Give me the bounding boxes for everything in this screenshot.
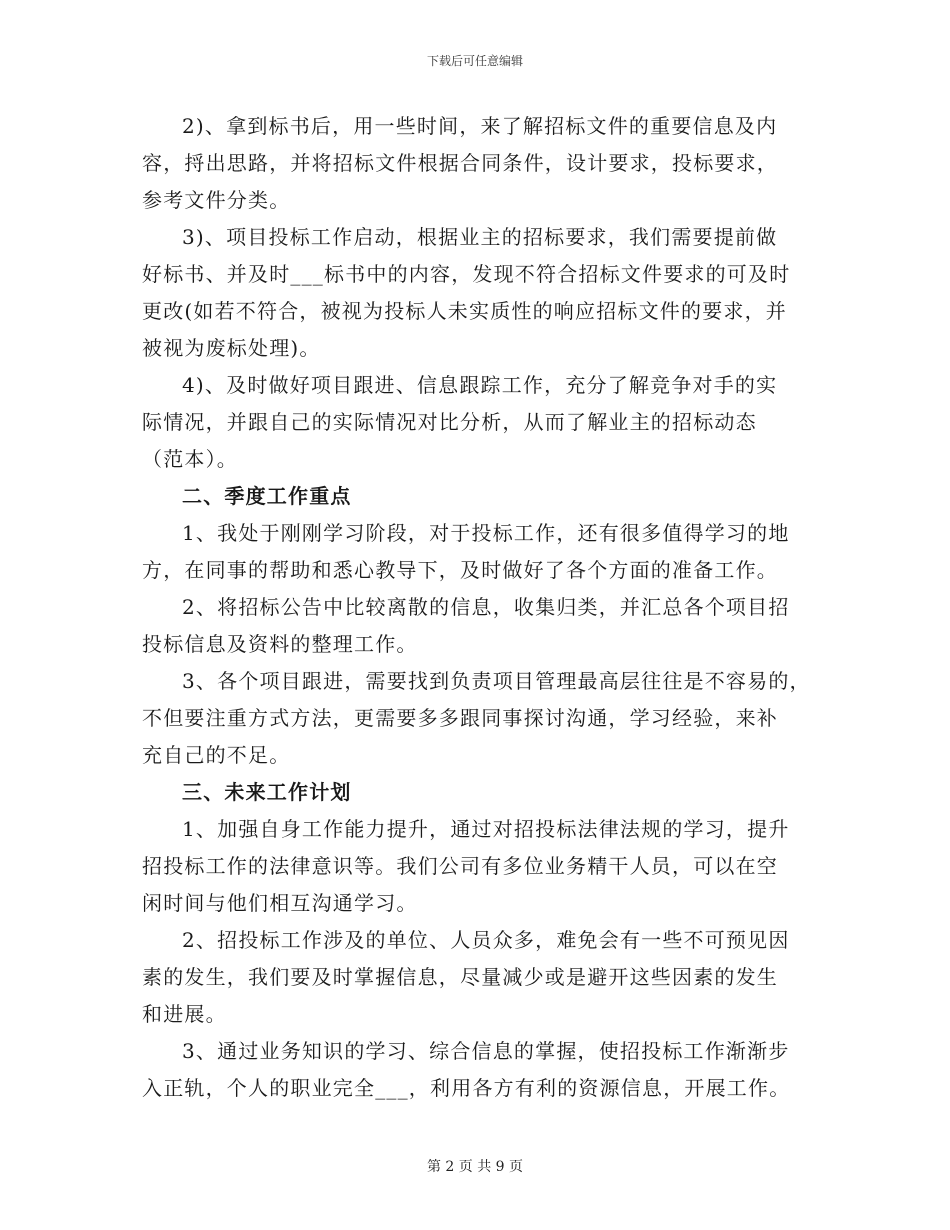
paragraph-line: 参考文件分类。 [142, 188, 291, 212]
paragraph-line: 2、将招标公告中比较离散的信息，收集归类，并汇总各个项目招 [182, 595, 790, 619]
paragraph [142, 922, 808, 1033]
paragraph-line: 1、加强自身工作能力提升，通过对招投标法律法规的学习，提升 [182, 817, 790, 841]
paragraph [142, 108, 808, 219]
paragraph-line: 招投标工作的法律意识等。我们公司有多位业务精干人员，可以在空 [142, 854, 778, 878]
paragraph-line: 充自己的不足。 [142, 743, 291, 767]
paragraph [142, 663, 811, 774]
paragraph-line: （范本）。 [142, 447, 238, 471]
paragraph-line: 2、招投标工作涉及的单位、人员众多，难免会有一些不可预见因 [182, 928, 790, 952]
page-header-note: 下载后可任意编辑 [426, 54, 523, 68]
paragraph-line: 3、通过业务知识的学习、综合信息的掌握，使招投标工作渐渐步 [182, 1039, 790, 1063]
paragraph-line: 素的发生，我们要及时掌握信息，尽量减少或是避开这些因素的发生 [142, 965, 778, 989]
paragraph [142, 367, 808, 478]
paragraph-line: 投标信息及资料的整理工作。 [142, 632, 418, 656]
paragraph-line: 4)、及时做好项目跟进、信息跟踪工作，充分了解竞争对手的实 [182, 373, 778, 397]
paragraph [142, 219, 808, 367]
paragraph-line: 际情况，并跟自己的实际情况对比分析，从而了解业主的招标动态 [142, 410, 757, 434]
paragraph-line: 闲时间与他们相互沟通学习。 [142, 891, 418, 915]
paragraph-line: 不但要注重方式方法，更需要多多跟同事探讨沟通，学习经验，来补 [142, 706, 778, 730]
paragraph [142, 811, 808, 922]
paragraph [142, 515, 808, 589]
paragraph-line: 3、各个项目跟进，需要找到负责项目管理最高层往往是不容易的， [182, 669, 811, 693]
paragraph-line: 好标书、并及时___标书中的内容，发现不符合招标文件要求的可及时 [142, 262, 791, 286]
paragraph-line: 2)、拿到标书后，用一些时间，来了解招标文件的重要信息及内 [182, 114, 778, 138]
paragraph-line: 更改(如若不符合，被视为投标人未实质性的响应招标文件的要求，并 [142, 299, 788, 323]
paragraph-line: 被视为废标处理)。 [142, 336, 321, 360]
paragraph-line: 3)、项目投标工作启动，根据业主的招标要求，我们需要提前做 [182, 225, 778, 249]
document-body [142, 108, 811, 1107]
paragraph-line: 容，捋出思路，并将招标文件根据合同条件，设计要求，投标要求， [142, 151, 778, 175]
paragraph-line: 入正轨，个人的职业完全___，利用各方有利的资源信息，开展工作。 [142, 1076, 791, 1100]
paragraph [142, 1033, 808, 1107]
section-heading: 三、未来工作计划 [182, 780, 352, 804]
paragraph-line: 和进展。 [142, 1002, 227, 1026]
paragraph-line: 1、我处于刚刚学习阶段，对于投标工作，还有很多值得学习的地 [182, 521, 790, 545]
page-number-footer: 第 2 页 共 9 页 [426, 1159, 524, 1175]
paragraph [142, 589, 808, 663]
paragraph-line: 方，在同事的帮助和悉心教导下，及时做好了各个方面的准备工作。 [142, 558, 778, 582]
section-heading: 二、季度工作重点 [182, 484, 352, 508]
